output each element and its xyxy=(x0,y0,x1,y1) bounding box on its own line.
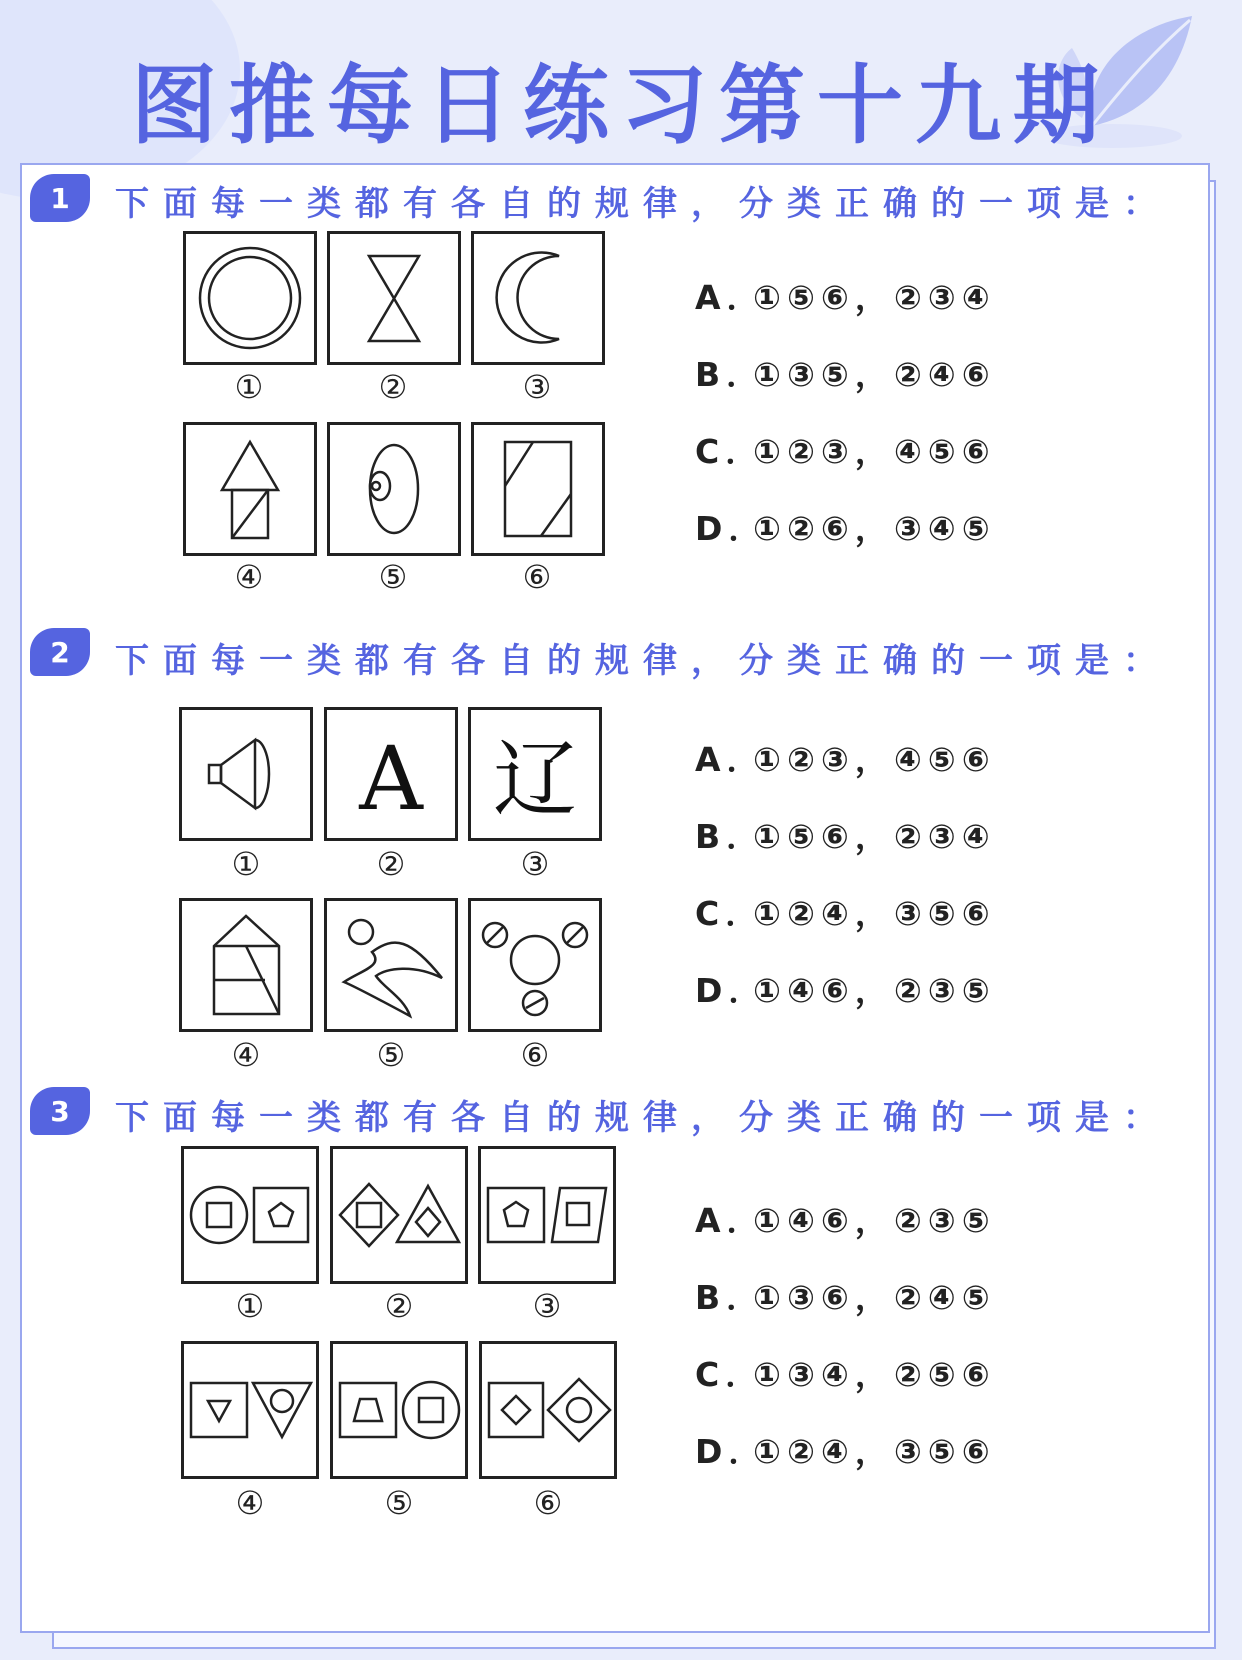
option-b[interactable]: B．①③⑥，②④⑤ xyxy=(695,1278,996,1317)
figure-5 xyxy=(324,898,458,1032)
figure-number: ④ xyxy=(235,1484,265,1522)
figure-number: ③ xyxy=(522,368,552,406)
figure-number: ① xyxy=(234,368,264,406)
figure-number: ⑤ xyxy=(378,558,408,596)
figure-4 xyxy=(181,1341,319,1479)
question-prompt: 下面每一类都有各自的规律，分类正确的一项是： xyxy=(115,184,1171,224)
figure-4 xyxy=(183,422,317,556)
figure-number: ⑥ xyxy=(520,1036,550,1074)
question-badge: 1 xyxy=(30,174,90,222)
figure-2 xyxy=(327,231,461,365)
figure-3 xyxy=(468,707,602,841)
figure-number: ⑤ xyxy=(384,1484,414,1522)
figure-number: ② xyxy=(376,845,406,883)
figure-number: ⑥ xyxy=(533,1484,563,1522)
figure-number: ② xyxy=(384,1287,414,1325)
figure-number: ① xyxy=(235,1287,265,1325)
option-c[interactable]: C．①②④，③⑤⑥ xyxy=(695,894,996,933)
figure-number: ⑥ xyxy=(522,558,552,596)
figure-1 xyxy=(181,1146,319,1284)
figure-4 xyxy=(179,898,313,1032)
question-prompt: 下面每一类都有各自的规律，分类正确的一项是： xyxy=(115,1098,1171,1138)
figure-number: ④ xyxy=(231,1036,261,1074)
figure-6 xyxy=(471,422,605,556)
option-b[interactable]: B．①③⑤，②④⑥ xyxy=(695,355,996,394)
figure-2 xyxy=(324,707,458,841)
figure-number: ⑤ xyxy=(376,1036,406,1074)
option-d[interactable]: D．①②④，③⑤⑥ xyxy=(695,1432,996,1471)
option-d[interactable]: D．①④⑥，②③⑤ xyxy=(695,971,996,1010)
char-liao: 辽 xyxy=(492,731,578,829)
figure-3 xyxy=(471,231,605,365)
figure-number: ① xyxy=(231,845,261,883)
option-a[interactable]: A．①④⑥，②③⑤ xyxy=(695,1201,996,1240)
figure-6 xyxy=(479,1341,617,1479)
figure-number: ② xyxy=(378,368,408,406)
letter-a: A xyxy=(359,727,423,830)
figure-1 xyxy=(179,707,313,841)
option-b[interactable]: B．①⑤⑥，②③④ xyxy=(695,817,996,856)
figure-2 xyxy=(330,1146,468,1284)
figure-3 xyxy=(478,1146,616,1284)
option-a[interactable]: A．①⑤⑥，②③④ xyxy=(695,278,996,317)
figure-number: ③ xyxy=(520,845,550,883)
question-badge: 2 xyxy=(30,628,90,676)
figure-5 xyxy=(330,1341,468,1479)
option-a[interactable]: A．①②③，④⑤⑥ xyxy=(695,740,996,779)
option-c[interactable]: C．①③④，②⑤⑥ xyxy=(695,1355,996,1394)
figure-1 xyxy=(183,231,317,365)
page-title: 图推每日练习第十九期 xyxy=(131,56,1111,156)
question-badge: 3 xyxy=(30,1087,90,1135)
figure-number: ③ xyxy=(532,1287,562,1325)
question-prompt: 下面每一类都有各自的规律，分类正确的一项是： xyxy=(115,641,1171,681)
figure-number: ④ xyxy=(234,558,264,596)
option-c[interactable]: C．①②③，④⑤⑥ xyxy=(695,432,996,471)
figure-6 xyxy=(468,898,602,1032)
option-d[interactable]: D．①②⑥，③④⑤ xyxy=(695,509,996,548)
figure-5 xyxy=(327,422,461,556)
